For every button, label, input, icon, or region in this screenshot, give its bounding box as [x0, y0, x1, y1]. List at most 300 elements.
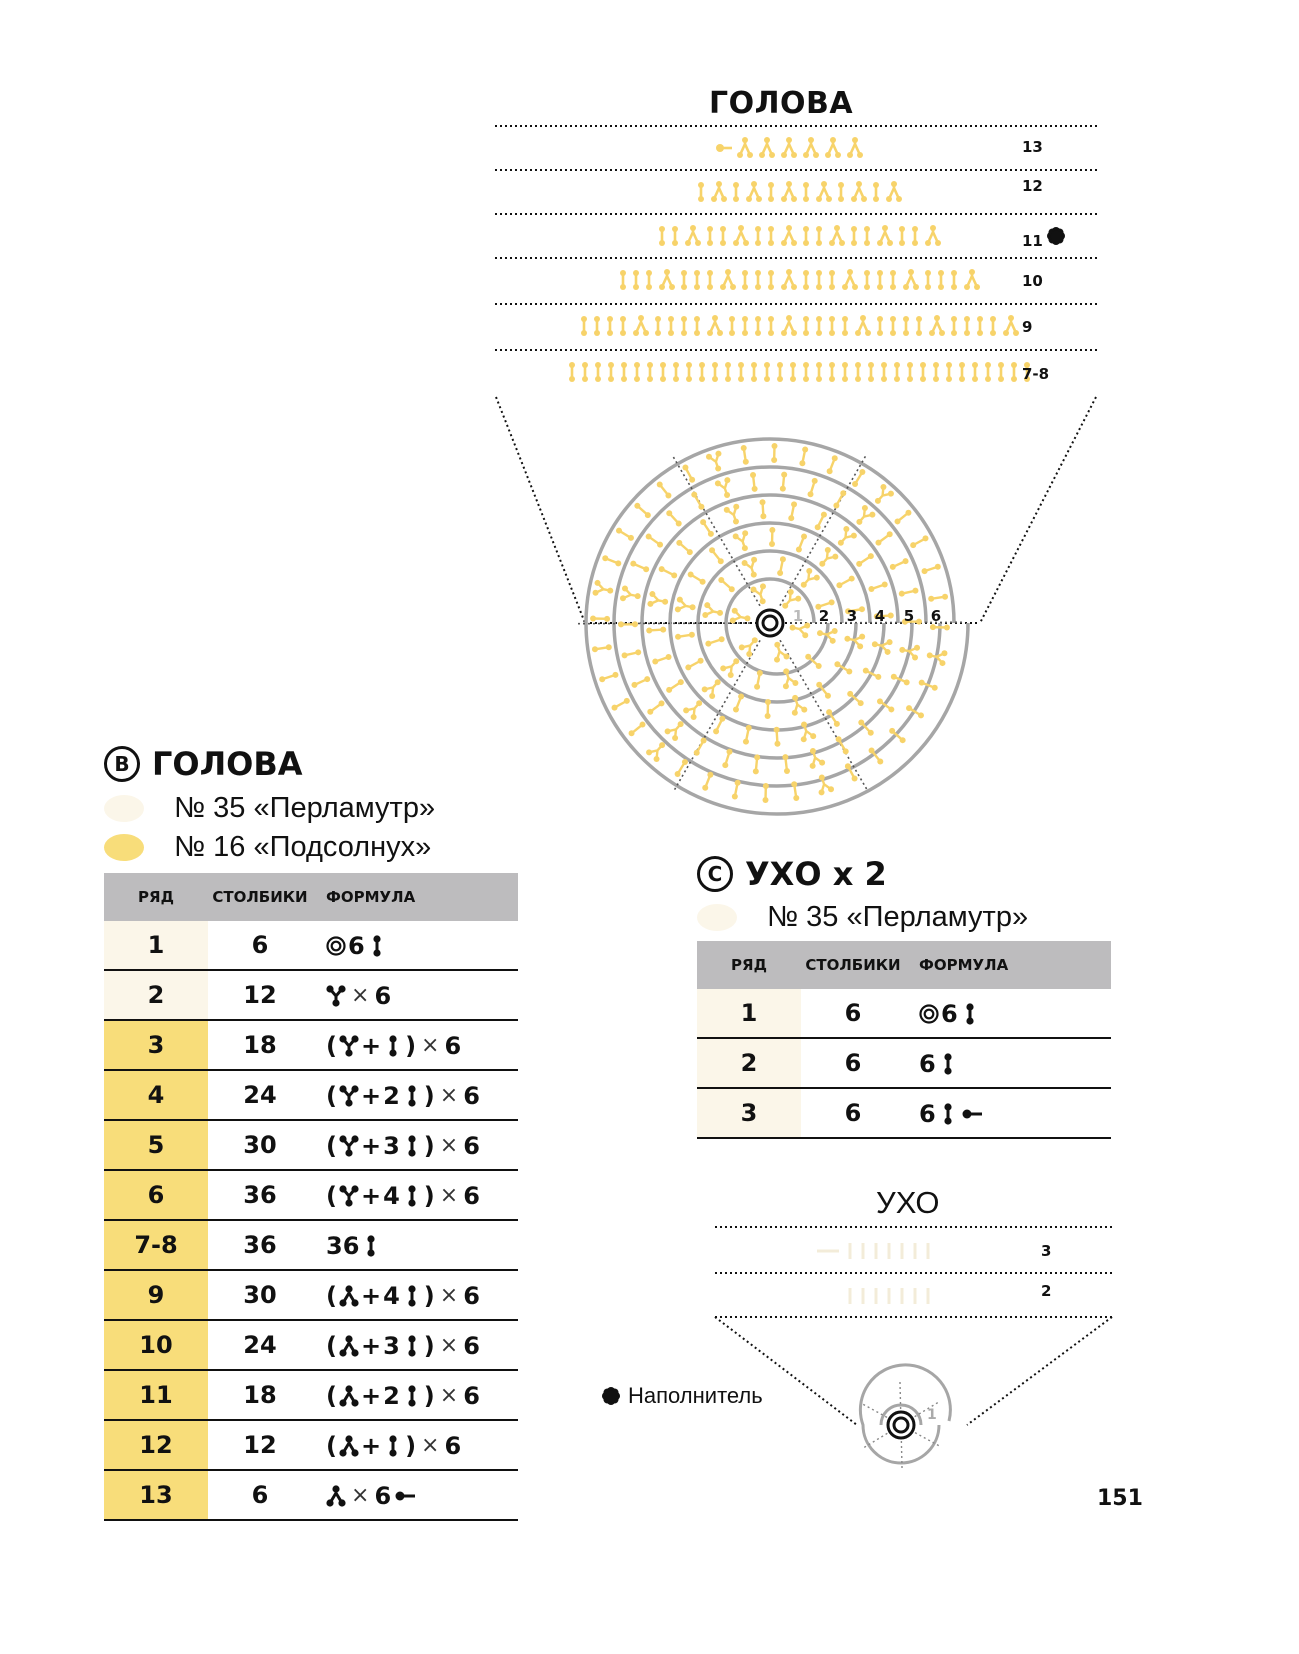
- single-crochet-mark: [928, 594, 948, 602]
- increase-mark: [720, 658, 739, 678]
- single-crochet-mark: [803, 362, 809, 382]
- single-crochet-mark: [799, 447, 808, 467]
- section-b-header: [104, 745, 303, 783]
- single-crochet-mark: [768, 226, 774, 246]
- decrease-mark: [842, 269, 858, 290]
- row-number: 7-8: [104, 1220, 208, 1270]
- single-crochet-mark: [569, 362, 575, 382]
- single-crochet-mark: [933, 362, 939, 382]
- ring-number: 6: [930, 607, 942, 625]
- formula-token: 6: [444, 1431, 462, 1460]
- decrease-mark: [855, 315, 871, 336]
- single-crochet-mark: [742, 270, 748, 290]
- increase-icon: [339, 1034, 359, 1058]
- single-crochet-mark: [659, 226, 665, 246]
- formula-token: +: [360, 1031, 382, 1060]
- single-crochet-mark: [842, 362, 848, 382]
- table-row: [104, 1370, 518, 1420]
- single-crochet-mark: [938, 270, 944, 290]
- single-crochet-mark: [920, 362, 926, 382]
- single-crochet-mark: [790, 362, 796, 382]
- row-label: 10: [1022, 272, 1043, 290]
- header-count: СТОЛБИКИ: [801, 941, 905, 989]
- single-crochet-mark: [646, 534, 663, 548]
- single-crochet-mark: [907, 362, 913, 382]
- formula-token: 6: [463, 1131, 480, 1160]
- formula-token: 36: [326, 1231, 360, 1260]
- row-label: 12: [1022, 177, 1043, 195]
- decrease-mark: [781, 315, 797, 336]
- formula-token: ): [423, 1131, 435, 1160]
- single-crochet-mark: [659, 566, 678, 578]
- times-sign: ×: [421, 1433, 440, 1458]
- single-crochet-mark: [922, 564, 941, 574]
- formula-cell: [312, 921, 518, 970]
- funnel-left: [715, 1317, 857, 1425]
- formula-token: 6: [348, 931, 365, 960]
- decrease-mark: [903, 269, 919, 290]
- formula-cell: [905, 1038, 1111, 1088]
- single-crochet-mark: [964, 316, 970, 336]
- increase-icon: [339, 1084, 359, 1108]
- single-crochet-mark: [829, 270, 835, 290]
- header-row: РЯД: [697, 941, 801, 989]
- single-crochet-mark: [755, 270, 761, 290]
- single-crochet-mark: [595, 362, 601, 382]
- single-crochet-mark: [816, 362, 822, 382]
- formula-token: 2: [383, 1081, 400, 1110]
- single-crochet-mark: [751, 362, 757, 382]
- single-crochet-mark: [702, 772, 713, 791]
- decrease-mark: [825, 137, 841, 158]
- table-row: [104, 970, 518, 1020]
- stitch-count: 30: [208, 1270, 312, 1320]
- single-crochet-mark: [608, 362, 614, 382]
- single-crochet-mark: [842, 316, 848, 336]
- row-label: 3: [1041, 1242, 1052, 1260]
- single-crochet-icon: [960, 1002, 980, 1026]
- single-crochet-mark: [657, 482, 672, 499]
- single-crochet-mark: [590, 615, 610, 621]
- stitch-count: 12: [208, 970, 312, 1020]
- single-crochet-icon: [402, 1084, 422, 1108]
- formula-token: +: [360, 1431, 382, 1460]
- single-crochet-mark: [630, 561, 649, 573]
- formula-cell: [312, 1270, 518, 1320]
- formula-token: 6: [374, 981, 392, 1010]
- formula-token: 4: [383, 1281, 400, 1310]
- single-crochet-mark: [694, 270, 700, 290]
- single-crochet-mark: [829, 362, 835, 382]
- ear-diagram: [705, 1215, 1125, 1480]
- increase-mark: [782, 589, 801, 609]
- single-crochet-mark: [741, 445, 749, 465]
- decrease-mark: [925, 225, 941, 246]
- formula-token: (: [326, 1131, 337, 1160]
- times-sign: ×: [421, 1033, 440, 1058]
- stitch-count: 36: [208, 1220, 312, 1270]
- single-crochet-mark: [803, 182, 809, 202]
- single-crochet-mark: [629, 722, 646, 737]
- single-crochet-mark: [722, 749, 732, 768]
- single-crochet-mark: [660, 362, 666, 382]
- formula-token: +: [360, 1081, 382, 1110]
- single-crochet-icon: [367, 934, 387, 958]
- single-crochet-mark: [998, 362, 1004, 382]
- ring-number: 1: [792, 607, 804, 625]
- formula-token: 6: [463, 1281, 480, 1310]
- single-crochet-mark: [833, 490, 846, 508]
- section-c-badge: C: [697, 856, 733, 892]
- decrease-mark: [633, 315, 649, 336]
- single-crochet-mark: [890, 270, 896, 290]
- single-crochet-mark: [694, 316, 700, 336]
- yarn-label: № 16 «Подсолнух»: [174, 831, 432, 863]
- decrease-mark: [886, 181, 902, 202]
- single-crochet-mark: [666, 510, 681, 526]
- decrease-mark: [964, 269, 980, 290]
- increase-mark: [774, 642, 789, 663]
- increase-mark: [593, 580, 614, 596]
- single-crochet-mark: [725, 362, 731, 382]
- single-crochet-mark: [602, 555, 621, 566]
- single-crochet-mark: [827, 455, 838, 474]
- single-crochet-mark: [805, 654, 821, 669]
- formula-token: ): [405, 1431, 417, 1460]
- row-label: 7-8: [1022, 365, 1050, 383]
- single-crochet-mark: [718, 577, 734, 592]
- single-crochet-mark: [755, 226, 761, 246]
- row-number: 10: [104, 1320, 208, 1370]
- formula-token: ): [423, 1081, 435, 1110]
- single-crochet-mark: [959, 362, 965, 382]
- decrease-icon: [339, 1284, 359, 1308]
- decrease-mark: [781, 181, 797, 202]
- increase-icon: [339, 1184, 359, 1208]
- page-number: 151: [1097, 1486, 1143, 1511]
- decrease-mark: [816, 181, 832, 202]
- formula-token: 6: [463, 1331, 480, 1360]
- ring-number: 2: [818, 607, 830, 625]
- single-crochet-mark: [621, 362, 627, 382]
- single-crochet-mark: [877, 270, 883, 290]
- row-number: 6: [104, 1170, 208, 1220]
- single-crochet-mark: [864, 270, 870, 290]
- row-label: 11: [1022, 232, 1043, 250]
- single-crochet-mark: [780, 472, 787, 492]
- single-crochet-mark: [777, 362, 783, 382]
- diagram-ear-title: УХО: [876, 1185, 940, 1220]
- diagram-head-title: ГОЛОВА: [709, 86, 854, 121]
- single-crochet-mark: [675, 632, 695, 640]
- slip-stitch-icon: [393, 1484, 417, 1508]
- single-crochet-mark: [881, 362, 887, 382]
- single-crochet-mark: [599, 672, 618, 682]
- stitch-count: 6: [801, 1038, 905, 1088]
- single-crochet-mark: [673, 362, 679, 382]
- single-crochet-mark: [681, 270, 687, 290]
- single-crochet-mark: [634, 362, 640, 382]
- increase-mark: [730, 608, 751, 624]
- single-crochet-icon: [938, 1102, 958, 1126]
- single-crochet-icon: [402, 1334, 422, 1358]
- row-number: 11: [104, 1370, 208, 1420]
- single-crochet-mark: [720, 226, 726, 246]
- single-crochet-mark: [868, 582, 887, 592]
- formula-token: (: [326, 1381, 337, 1410]
- single-crochet-mark: [646, 627, 666, 634]
- table-row: [697, 1038, 1111, 1088]
- times-sign: ×: [439, 1283, 459, 1308]
- decrease-mark: [737, 137, 753, 158]
- single-crochet-icon: [383, 1034, 403, 1058]
- single-crochet-icon: [938, 1052, 958, 1076]
- yarn-label: № 35 «Перламутр»: [767, 901, 1029, 933]
- formula-token: +: [360, 1181, 382, 1210]
- stitch-count: 12: [208, 1420, 312, 1470]
- single-crochet-mark: [688, 571, 706, 584]
- sector-spoke: [673, 640, 760, 792]
- single-crochet-mark: [836, 576, 854, 589]
- row-number: 3: [104, 1020, 208, 1070]
- header-count: СТОЛБИКИ: [208, 873, 312, 921]
- header-formula: ФОРМУЛА: [905, 941, 1111, 989]
- single-crochet-icon: [361, 1234, 381, 1258]
- yarn-label: № 35 «Перламутр»: [174, 792, 436, 824]
- decrease-mark: [781, 137, 797, 158]
- single-crochet-mark: [771, 443, 777, 463]
- increase-mark: [838, 526, 857, 546]
- decrease-mark: [659, 269, 675, 290]
- increase-mark: [875, 484, 894, 504]
- magic-ring-icon: [757, 610, 783, 636]
- stitch-count: 36: [208, 1170, 312, 1220]
- sector-spoke: [780, 640, 868, 791]
- decrease-mark: [711, 181, 727, 202]
- section-b-yarn-list: [104, 792, 435, 864]
- single-crochet-mark: [676, 540, 692, 555]
- single-crochet-mark: [803, 270, 809, 290]
- decrease-mark: [781, 225, 797, 246]
- row-label: 2: [1041, 1282, 1052, 1300]
- single-crochet-mark: [668, 316, 674, 336]
- single-crochet-mark: [768, 182, 774, 202]
- single-crochet-mark: [990, 316, 996, 336]
- single-crochet-mark: [594, 316, 600, 336]
- table-row: [104, 1020, 518, 1070]
- single-crochet-icon: [402, 1184, 422, 1208]
- single-crochet-mark: [816, 316, 822, 336]
- single-crochet-mark: [634, 503, 650, 518]
- magic-ring-icon: [919, 1002, 939, 1026]
- formula-token: ): [405, 1031, 417, 1060]
- single-crochet-mark: [762, 783, 768, 803]
- decrease-mark: [746, 181, 762, 202]
- single-crochet-mark: [647, 700, 664, 714]
- formula-token: +: [360, 1281, 382, 1310]
- single-crochet-mark: [760, 499, 767, 519]
- times-sign: ×: [439, 1133, 459, 1158]
- yarn-item: [697, 901, 1028, 934]
- section-c-pattern-table: [697, 941, 1111, 1139]
- single-crochet-mark: [672, 226, 678, 246]
- increase-mark: [739, 637, 758, 657]
- single-crochet-mark: [633, 270, 639, 290]
- formula-cell: [312, 970, 518, 1020]
- row-number: 2: [697, 1038, 801, 1088]
- header-row: РЯД: [104, 873, 208, 921]
- single-crochet-mark: [916, 316, 922, 336]
- formula-token: 2: [383, 1381, 400, 1410]
- increase-icon: [326, 984, 346, 1008]
- single-crochet-mark: [890, 558, 909, 570]
- single-crochet-mark: [769, 527, 775, 547]
- single-crochet-mark: [742, 316, 748, 336]
- increase-mark: [742, 557, 757, 578]
- single-crochet-mark: [682, 465, 695, 483]
- single-crochet-mark: [875, 531, 892, 545]
- formula-cell: [312, 1320, 518, 1370]
- times-sign: ×: [351, 983, 370, 1008]
- single-crochet-mark: [755, 316, 761, 336]
- stuffing-icon: [1047, 227, 1065, 245]
- section-b-pattern-table: [104, 873, 763, 1521]
- single-crochet-mark: [691, 492, 704, 510]
- single-crochet-mark: [864, 226, 870, 246]
- table-row: [104, 1270, 518, 1320]
- formula-token: ): [423, 1281, 435, 1310]
- single-crochet-mark: [899, 226, 905, 246]
- stitch-count: 30: [208, 1120, 312, 1170]
- formula-token: 6: [374, 1481, 392, 1510]
- single-crochet-mark: [733, 694, 744, 713]
- funnel-right: [980, 397, 1096, 623]
- yarn-item: [104, 792, 435, 825]
- single-crochet-mark: [816, 226, 822, 246]
- ring-number: 3: [846, 607, 858, 625]
- single-crochet-mark: [699, 362, 705, 382]
- formula-token: ): [423, 1181, 435, 1210]
- decrease-mark: [851, 181, 867, 202]
- increase-mark: [856, 505, 875, 525]
- single-crochet-mark: [855, 362, 861, 382]
- single-crochet-mark: [912, 226, 918, 246]
- row-number: 9: [104, 1270, 208, 1320]
- table-row: [104, 1320, 518, 1370]
- stuffing-icon: [602, 1387, 620, 1405]
- row-number: 4: [104, 1070, 208, 1120]
- slip-stitch-icon: [960, 1102, 984, 1126]
- formula-cell: [312, 1470, 518, 1520]
- row-number: 5: [104, 1120, 208, 1170]
- single-crochet-mark: [732, 780, 741, 800]
- single-crochet-mark: [592, 644, 612, 652]
- times-sign: ×: [439, 1383, 459, 1408]
- ring-number: 5: [903, 607, 915, 625]
- table-row: [104, 921, 518, 970]
- single-crochet-mark: [733, 182, 739, 202]
- formula-token: +: [360, 1331, 382, 1360]
- single-crochet-icon: [402, 1134, 422, 1158]
- single-crochet-mark: [694, 738, 707, 756]
- single-crochet-mark: [655, 316, 661, 336]
- single-crochet-mark: [829, 316, 835, 336]
- increase-mark: [706, 451, 721, 472]
- single-crochet-mark: [709, 547, 724, 564]
- single-crochet-mark: [685, 658, 703, 671]
- stitch-count: 18: [208, 1370, 312, 1420]
- stitch-count: 6: [801, 989, 905, 1038]
- row-number: 3: [697, 1088, 801, 1138]
- single-crochet-mark: [620, 270, 626, 290]
- single-crochet-mark: [951, 270, 957, 290]
- stitch-count: 6: [208, 1470, 312, 1520]
- decrease-mark: [829, 225, 845, 246]
- formula-token: (: [326, 1081, 337, 1110]
- single-crochet-mark: [686, 362, 692, 382]
- section-c-yarn-list: [697, 901, 1028, 934]
- formula-cell: [312, 1220, 518, 1270]
- decrease-icon: [339, 1384, 359, 1408]
- formula-token: ): [423, 1331, 435, 1360]
- section-c-header: [697, 855, 887, 893]
- single-crochet-mark: [631, 676, 650, 688]
- single-crochet-mark: [768, 270, 774, 290]
- single-crochet-mark: [707, 270, 713, 290]
- single-crochet-mark: [972, 362, 978, 382]
- formula-token: 4: [383, 1181, 400, 1210]
- formula-cell: [312, 1070, 518, 1120]
- single-crochet-mark: [582, 362, 588, 382]
- formula-token: (: [326, 1181, 337, 1210]
- formula-cell: [312, 1120, 518, 1170]
- decrease-mark: [720, 269, 736, 290]
- table-row: [697, 989, 1111, 1038]
- formula-token: (: [326, 1281, 337, 1310]
- decrease-mark: [847, 137, 863, 158]
- single-crochet-mark: [903, 316, 909, 336]
- single-crochet-mark: [647, 362, 653, 382]
- row-number: 12: [104, 1420, 208, 1470]
- increase-mark: [702, 602, 723, 618]
- single-crochet-mark: [712, 362, 718, 382]
- decrease-mark: [733, 225, 749, 246]
- single-crochet-mark: [808, 478, 818, 497]
- increase-mark: [646, 742, 665, 762]
- formula-token: (: [326, 1031, 337, 1060]
- formula-cell: [312, 1370, 763, 1420]
- increase-mark: [819, 547, 838, 567]
- increase-mark: [620, 585, 641, 601]
- times-sign: ×: [351, 1483, 370, 1508]
- increase-mark: [665, 721, 684, 741]
- increase-mark: [683, 700, 702, 720]
- single-crochet-mark: [754, 670, 763, 690]
- single-crochet-mark: [666, 679, 684, 693]
- formula-token: 6: [444, 1031, 462, 1060]
- single-crochet-mark: [894, 362, 900, 382]
- stuffing-note-label: Наполнитель: [628, 1383, 763, 1408]
- formula-cell: [905, 989, 1111, 1038]
- table-header-row: [697, 941, 1111, 989]
- decrease-mark: [1003, 315, 1019, 336]
- ring-number: 4: [874, 607, 886, 625]
- single-crochet-mark: [620, 316, 626, 336]
- funnel-left: [496, 397, 585, 623]
- formula-token: +: [360, 1381, 382, 1410]
- yarn-swatch: [104, 834, 144, 861]
- yarn-swatch: [697, 904, 737, 931]
